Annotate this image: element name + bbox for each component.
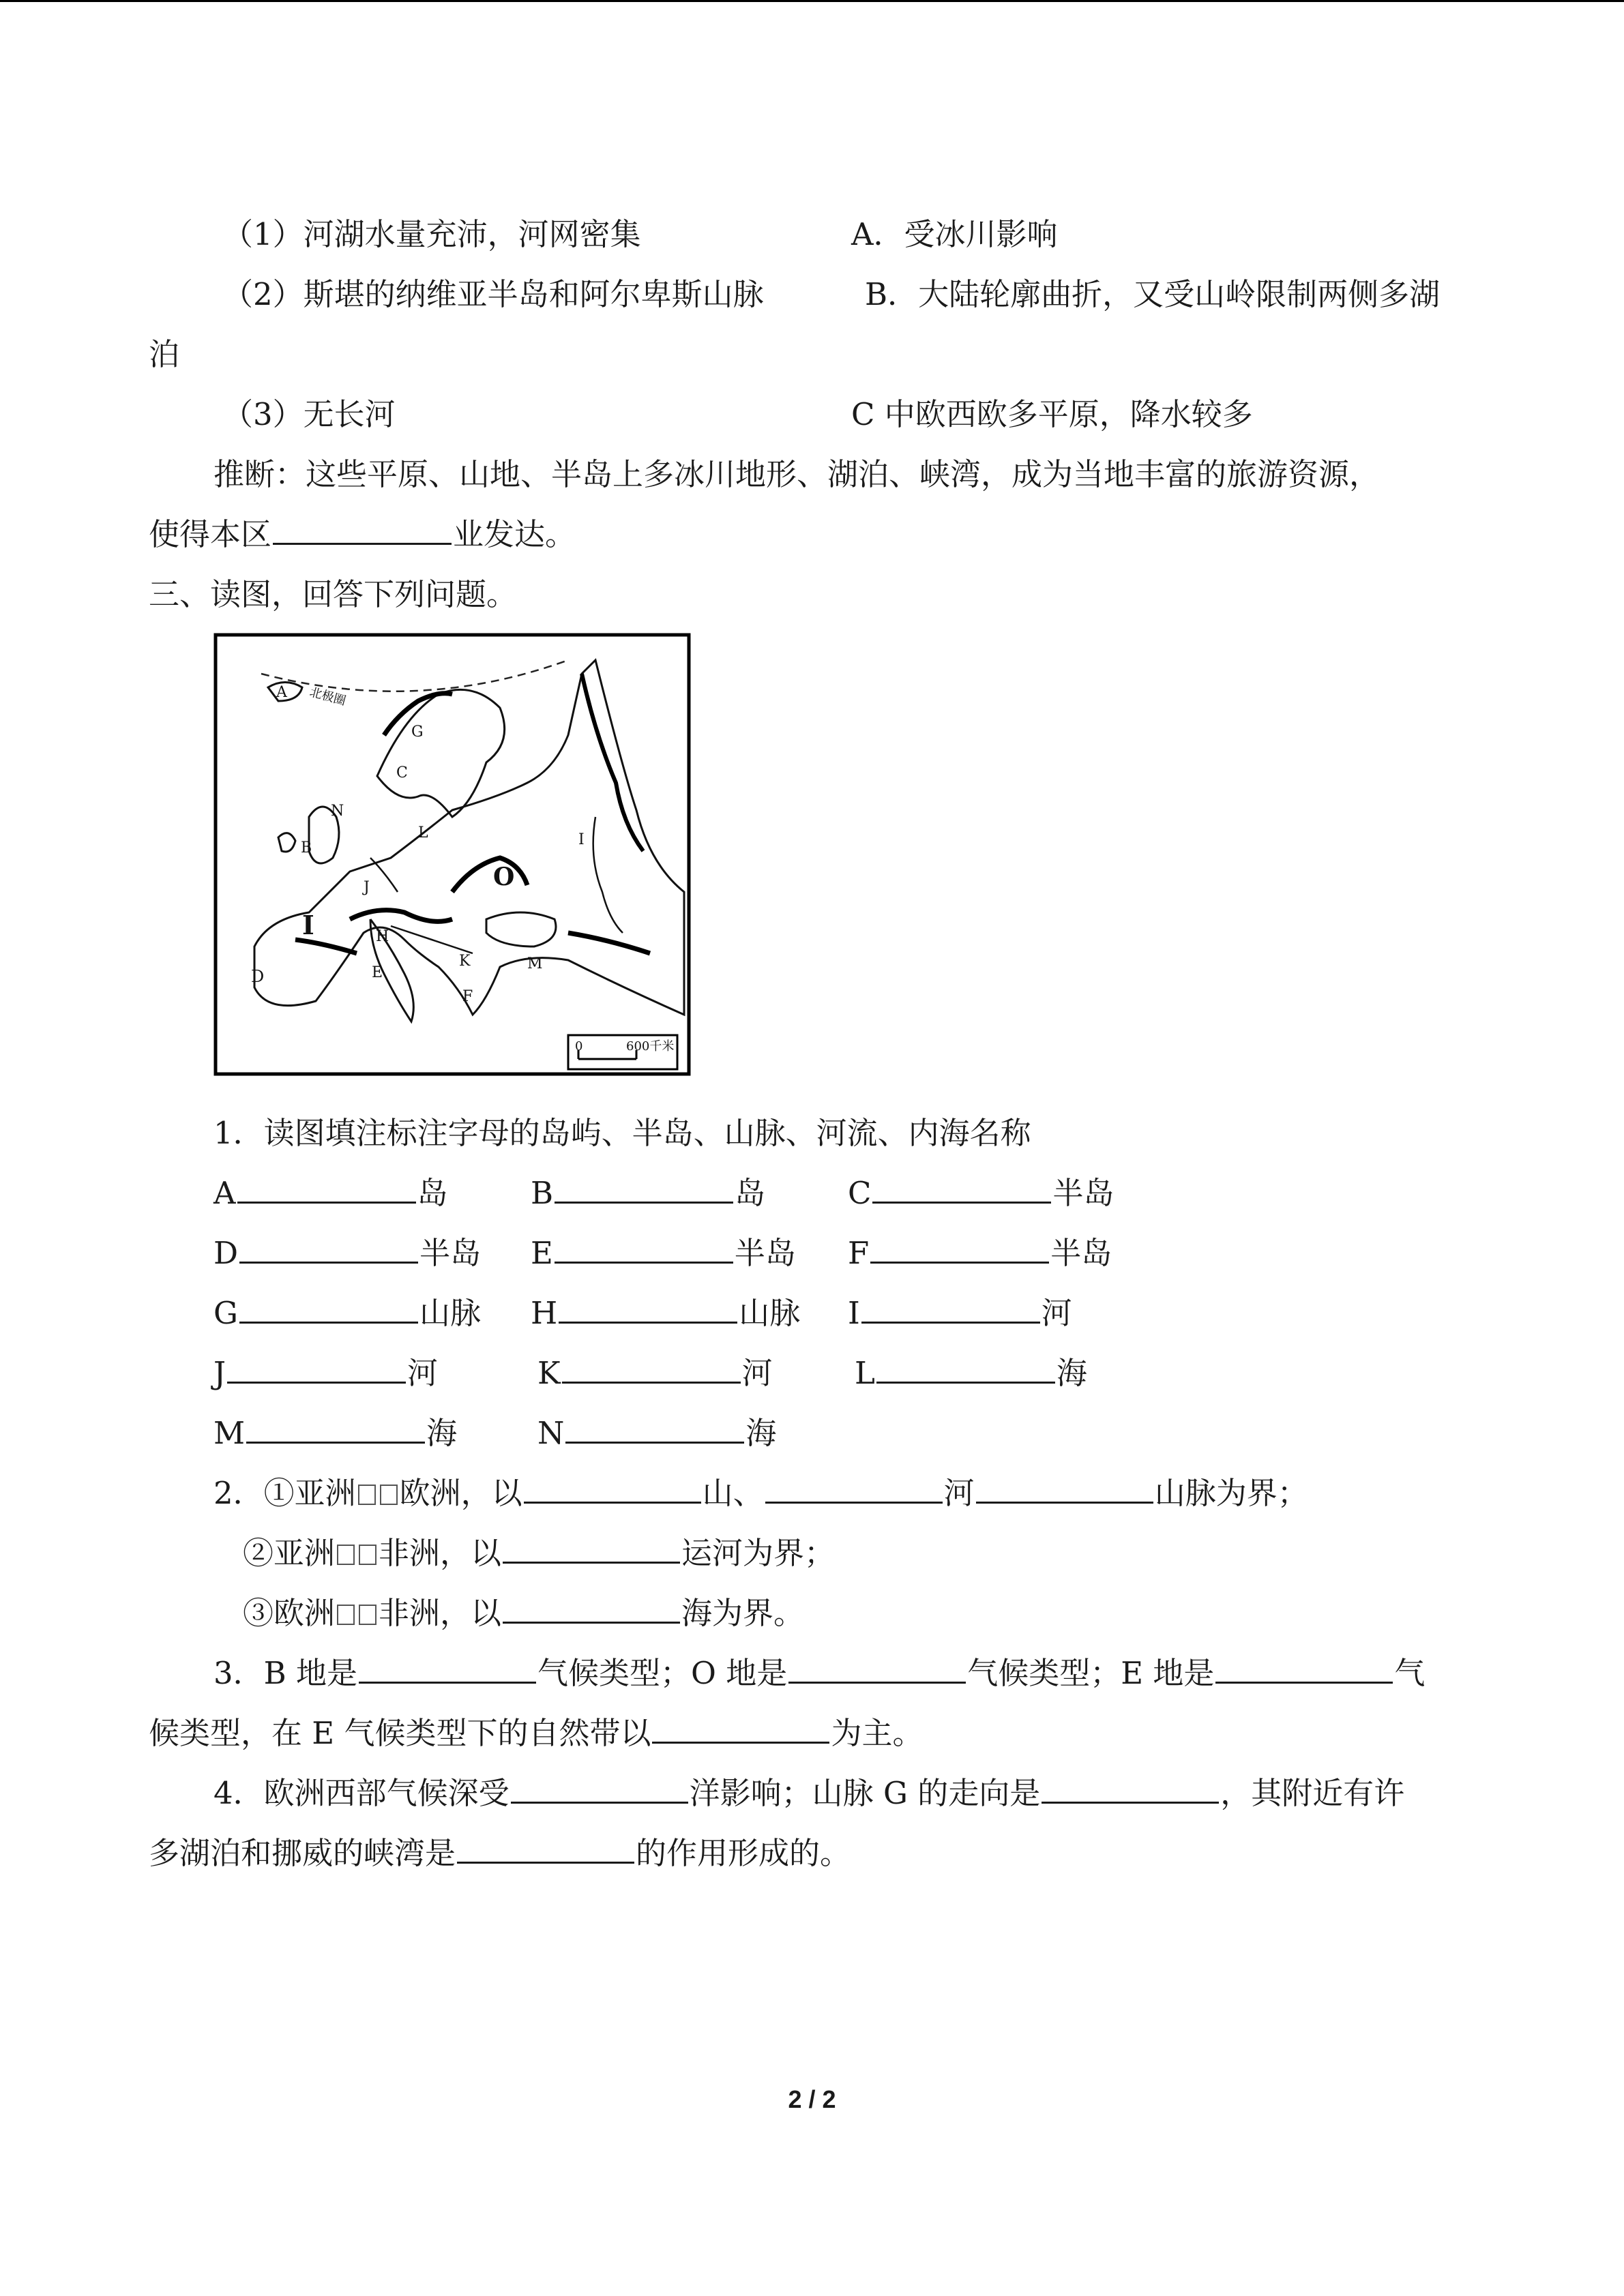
label-a: A [276,684,287,701]
answer-blank[interactable] [503,1534,680,1564]
label-e: E [372,964,383,981]
scale-text: 600千米 [626,1039,675,1054]
q1-item-j: J 河 [213,1355,439,1391]
label-l: L [418,824,428,841]
blank-box [359,1605,377,1625]
answer-blank[interactable] [1042,1774,1219,1804]
label-o: O [493,863,515,891]
match-item-3: （3）无长河 [222,396,396,432]
q2-line-2: ②亚洲 非洲，以 运河为界； [243,1535,836,1571]
q3-line-2: 候类型，在 E 气候类型下的自然带以 为主。 [149,1715,924,1751]
label-c: C [396,764,408,781]
q2-line-1: 2．①亚洲 欧洲，以 山、 河 山脉为界； [213,1475,1308,1511]
label-i-river: I [578,831,585,848]
q1-item-h: H 山脉 [531,1295,801,1331]
blank-box [380,1485,398,1505]
q1-item-e: E 半岛 [531,1235,796,1271]
q4-line-2: 多湖泊和挪威的峡湾是 的作用形成的。 [149,1835,851,1871]
q1-item-b: B 岛 [531,1175,766,1211]
page-number: 2 / 2 [788,2085,836,2113]
top-border [0,0,1624,2]
match-option-b-wrap: 泊 [149,336,180,372]
label-k: K [459,953,471,970]
match-option-c: C 中欧西欧多平原，降水较多 [851,396,1253,432]
label-g: G [411,724,424,741]
match-item-2: （2）斯堪的纳维亚半岛和阿尔卑斯山脉 [222,276,764,312]
answer-blank[interactable] [511,1774,688,1804]
q1-item-g: G 山脉 [213,1295,481,1331]
label-j: J [364,879,370,896]
label-b: B [301,839,312,856]
label-d: D [251,967,265,986]
label-f: F [462,988,473,1005]
answer-blank[interactable] [976,1474,1153,1504]
answer-blank[interactable] [652,1714,829,1744]
match-option-a: A．受冰川影响 [851,216,1058,252]
match-item-1: （1）河湖水量充沛，河网密集 [222,216,641,252]
q2-line-3: ③欧洲 非洲，以 海为界。 [243,1595,805,1631]
q4-line-1: 4．欧洲西部气候深受 洋影响；山脉 G 的走向是 ，其附近有许 [213,1775,1405,1811]
answer-blank-industry[interactable] [273,516,452,545]
answer-blank[interactable] [359,1654,536,1684]
blank-box [337,1605,355,1625]
label-m: M [527,955,543,972]
q1-item-d: D 半岛 [213,1235,482,1271]
europe-map [213,633,691,1076]
blank-box [337,1545,355,1565]
answer-blank[interactable] [788,1654,966,1684]
blank-box [358,1485,376,1505]
inference-line-1: 推断：这些平原、山地、半岛上多冰川地形、湖泊、峡湾，成为当地丰富的旅游资源， [213,456,1381,492]
q1-item-l: L 海 [855,1355,1087,1391]
q1-title: 1．读图填注标注字母的岛屿、半岛、山脉、河流、内海名称 [213,1115,1031,1151]
label-i-country: I [302,910,314,940]
section-3-heading: 三、读图，回答下列问题。 [149,576,518,612]
blank-box [359,1545,377,1565]
scale-zero: 0 [575,1039,583,1054]
q1-item-n: N 海 [537,1415,777,1451]
q1-item-k: K 河 [537,1355,773,1391]
q1-item-c: C 半岛 [848,1175,1114,1211]
q3-line-1: 3．B 地是 气候类型；O 地是 气候类型；E 地是 气 [213,1655,1426,1691]
label-n: N [331,803,344,820]
label-h: H [376,928,389,945]
q1-item-a: A 岛 [213,1175,448,1211]
answer-blank[interactable] [524,1474,701,1504]
q1-item-f: F 半岛 [848,1235,1112,1271]
answer-blank[interactable] [503,1594,680,1624]
arctic-circle-label: 北极圈 [308,685,348,709]
answer-blank[interactable] [1215,1654,1393,1684]
q1-item-m: M 海 [213,1415,458,1451]
match-option-b: B．大陆轮廓曲折，又受山岭限制两侧多湖 [865,276,1441,312]
answer-blank[interactable] [765,1474,943,1504]
answer-blank[interactable] [457,1834,634,1864]
q1-item-i: I 河 [848,1295,1072,1331]
inference-line-2: 使得本区 业发达。 [149,516,576,552]
